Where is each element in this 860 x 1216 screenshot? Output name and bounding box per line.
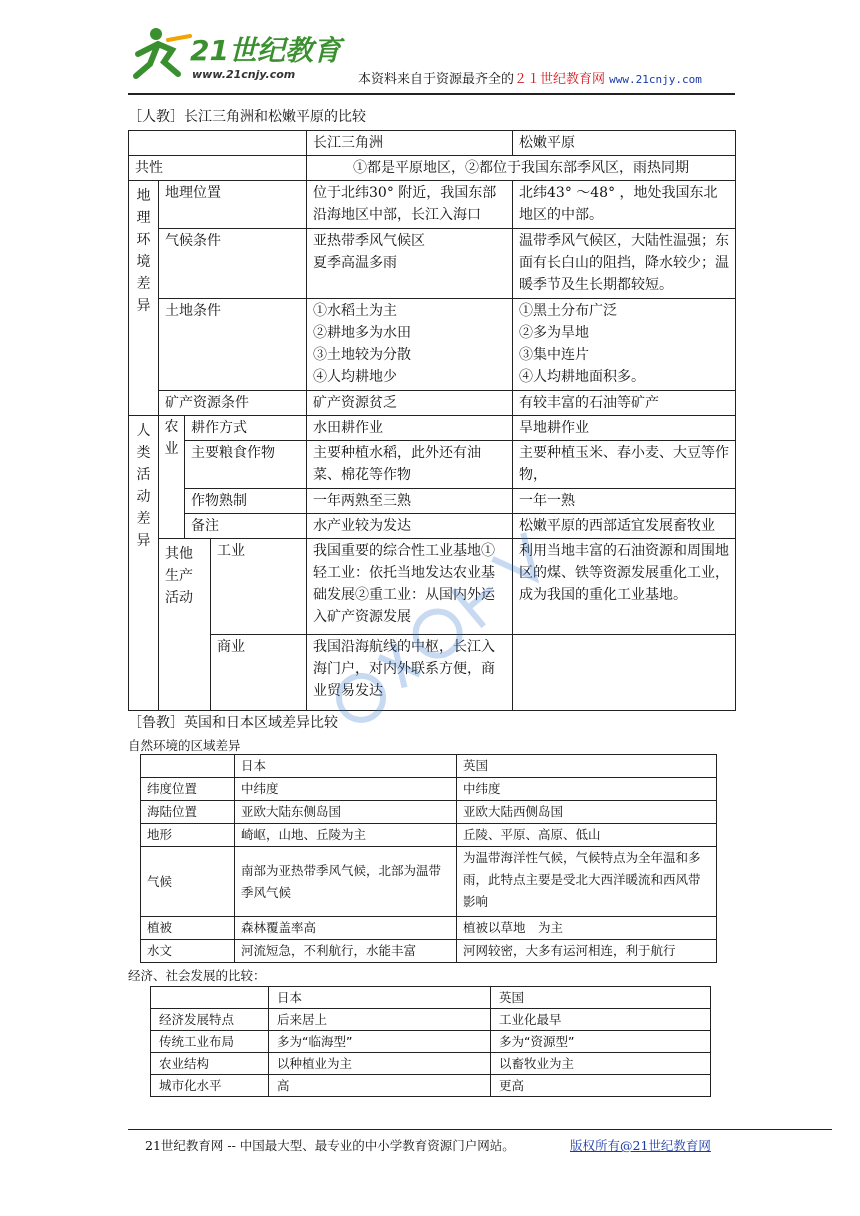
nature-comparison-table	[140, 754, 717, 963]
row-label: 土地条件	[159, 299, 307, 391]
cell-japan: 河流短急，不利航行，水能丰富	[235, 940, 457, 963]
cell-uk: 更高	[491, 1075, 711, 1097]
cell-songnen: 旱地耕作业	[513, 416, 736, 441]
source-notice	[358, 68, 702, 87]
cell-uk: 河网较密，大多有运河相连，利于航行	[457, 940, 717, 963]
row-label: 传统工业布局	[151, 1031, 269, 1053]
cell-yangtze: 亚热带季风气候区 夏季高温多雨	[307, 229, 513, 299]
other-activities-label: 其他生产活动	[159, 539, 211, 711]
footer-divider	[128, 1129, 832, 1130]
cell-uk: 为温带海洋性气候，气候特点为全年温和多雨，此特点主要是受北大西洋暖流和西风带 影响	[457, 847, 717, 917]
row-label: 矿产资源条件	[159, 391, 307, 416]
cell-yangtze: 我国重要的综合性工业基地①轻工业：依托当地发达农业基础发展②重工业：从国内外运入矿产资源发展	[307, 539, 513, 635]
cell-uk: 丘陵、平原、高原、低山	[457, 824, 717, 847]
cell-uk: 多为“资源型”	[491, 1031, 711, 1053]
row-label: 海陆位置	[141, 801, 235, 824]
row-label: 地形	[141, 824, 235, 847]
row-label: 商业	[211, 635, 307, 711]
notice-url[interactable]: www.21cnjy.com	[609, 73, 702, 86]
cell-yangtze: 主要种植水稻，此外还有油菜、棉花等作物	[307, 441, 513, 489]
cell-songnen: 一年一熟	[513, 489, 736, 514]
col-header-uk: 英国	[457, 755, 717, 778]
notice-brand: ２１世纪教育网	[514, 72, 606, 87]
col-header-japan: 日本	[235, 755, 457, 778]
cell-japan: 亚欧大陆东侧岛国	[235, 801, 457, 824]
row-label: 地理位置	[159, 181, 307, 229]
cell-yangtze: 我国沿海航线的中枢，长江入海门户，对内外联系方便，商业贸易发达	[307, 635, 513, 711]
notice-prefix: 本资料来自于资源最齐全的	[358, 72, 515, 87]
cell-songnen: 温带季风气候区，大陆性温强；东面有长白山的阻挡，降水较少；温暖季节及生长期都较短。	[513, 229, 736, 299]
site-logo[interactable]	[128, 24, 358, 86]
cell-uk: 工业化最早	[491, 1009, 711, 1031]
cell-japan: 森林覆盖率高	[235, 917, 457, 940]
cell-japan: 南部为亚热带季风气候，北部为温带季风气候	[235, 847, 457, 917]
economy-comparison-table	[150, 986, 711, 1097]
logo-text: 21世纪教育	[190, 34, 341, 67]
cell-japan: 多为“临海型”	[269, 1031, 491, 1053]
header-blank	[151, 987, 269, 1009]
page-header	[128, 24, 850, 94]
cell-songnen: 利用当地丰富的石油资源和周围地区的煤、铁等资源发展重化工业，成为我国的重化工业基地。	[513, 539, 736, 635]
section1-title: ［人教］长江三角洲和松嫩平原的比较	[128, 109, 366, 125]
common-value: ①都是平原地区，②都位于我国东部季风区，雨热同期	[307, 156, 736, 181]
copyright-link[interactable]: 版权所有@21世纪教育网	[570, 1138, 711, 1153]
row-label: 工业	[211, 539, 307, 635]
cell-yangtze: 矿产资源贫乏	[307, 391, 513, 416]
common-label: 共性	[129, 156, 307, 181]
cell-japan: 中纬度	[235, 778, 457, 801]
cell-uk: 以畜牧业为主	[491, 1053, 711, 1075]
cell-yangtze: 一年两熟至三熟	[307, 489, 513, 514]
cell-yangtze: ①水稻土为主 ②耕地多为水田 ③土地较为分散 ④人均耕地少	[307, 299, 513, 391]
nature-subtitle: 自然环境的区域差异	[128, 738, 241, 753]
row-label: 农业结构	[151, 1053, 269, 1075]
cell-uk: 亚欧大陆西侧岛国	[457, 801, 717, 824]
row-label: 主要粮食作物	[185, 441, 307, 489]
env-group-label: 地 理 环 境 差 异	[129, 181, 159, 416]
header-blank	[129, 131, 307, 156]
cell-japan: 高	[269, 1075, 491, 1097]
cell-songnen	[513, 635, 736, 711]
row-label: 备注	[185, 514, 307, 539]
section2-title: ［鲁教］英国和日本区域差异比较	[128, 715, 338, 731]
cell-japan: 后来居上	[269, 1009, 491, 1031]
cell-songnen: 主要种植玉米、春小麦、大豆等作物，	[513, 441, 736, 489]
row-label: 水文	[141, 940, 235, 963]
yangtze-songnen-table	[128, 130, 736, 711]
col-header-yangtze: 长江三角洲	[307, 131, 513, 156]
row-label: 作物熟制	[185, 489, 307, 514]
cell-songnen: ①黑土分布广泛 ②多为旱地 ③集中连片 ④人均耕地面积多。	[513, 299, 736, 391]
row-label: 经济发展特点	[151, 1009, 269, 1031]
row-label: 耕作方式	[185, 416, 307, 441]
econ-subtitle: 经济、社会发展的比较：	[128, 968, 266, 983]
cell-songnen: 有较丰富的石油等矿产	[513, 391, 736, 416]
cell-japan: 崎岖，山地、丘陵为主	[235, 824, 457, 847]
cell-uk: 植被以草地 为主	[457, 917, 717, 940]
cell-uk: 中纬度	[457, 778, 717, 801]
cell-songnen: 松嫩平原的西部适宜发展畜牧业	[513, 514, 736, 539]
row-label: 纬度位置	[141, 778, 235, 801]
cell-japan: 以种植业为主	[269, 1053, 491, 1075]
header-divider	[128, 93, 735, 95]
cell-yangtze: 水田耕作业	[307, 416, 513, 441]
row-label: 气候	[141, 847, 235, 917]
footer-text: 21世纪教育网 -- 中国最大型、最专业的中小学教育资源门户网站。	[145, 1138, 515, 1153]
row-label: 植被	[141, 917, 235, 940]
row-label: 城市化水平	[151, 1075, 269, 1097]
col-header-uk: 英国	[491, 987, 711, 1009]
col-header-songnen: 松嫩平原	[513, 131, 736, 156]
agri-label: 农 业	[159, 416, 185, 539]
human-group-label: 人 类 活 动 差 异	[129, 416, 159, 711]
header-blank	[141, 755, 235, 778]
row-label: 气候条件	[159, 229, 307, 299]
logo-url: www.21cnjy.com	[192, 68, 296, 81]
cell-songnen: 北纬43° ～48° ，地处我国东北地区的中部。	[513, 181, 736, 229]
logo-runner-icon	[128, 24, 358, 86]
cell-yangtze: 水产业较为发达	[307, 514, 513, 539]
cell-yangtze: 位于北纬30° 附近，我国东部沿海地区中部，长江入海口	[307, 181, 513, 229]
col-header-japan: 日本	[269, 987, 491, 1009]
